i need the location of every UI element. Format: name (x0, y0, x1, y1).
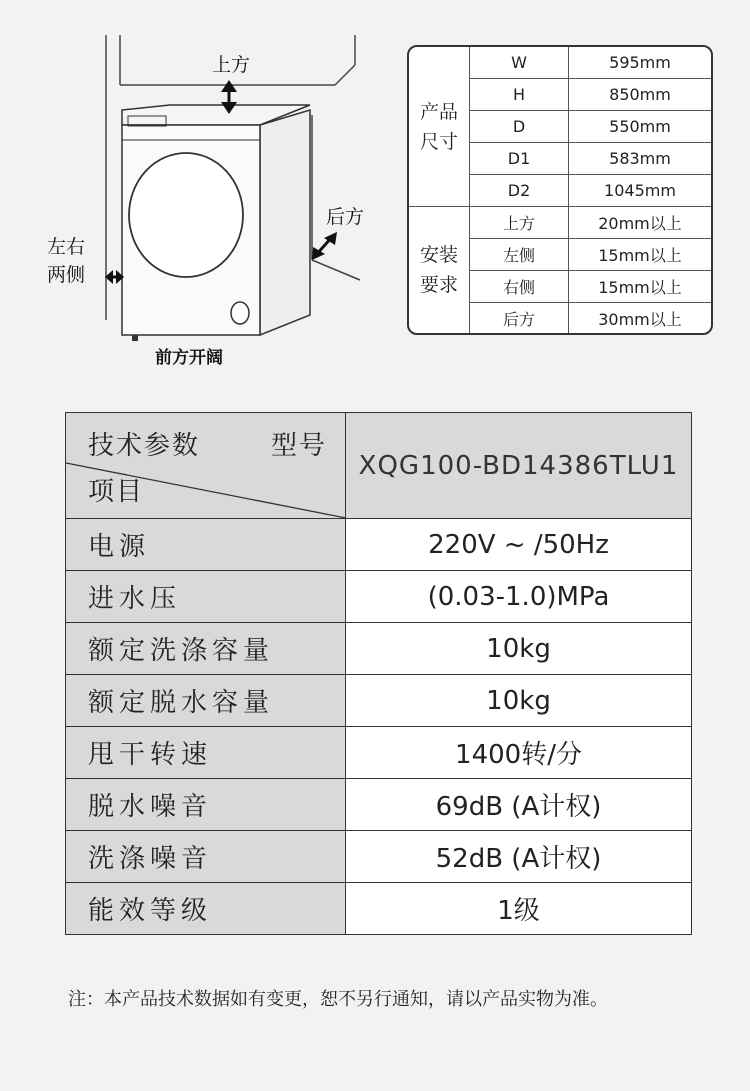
spec-label: 电源 (66, 519, 346, 571)
spec-row (66, 519, 692, 571)
install-group-label: 安装 要求 (409, 207, 470, 335)
dim-value: 550mm (569, 111, 712, 143)
install-value: 15mm以上 (569, 271, 712, 303)
dim-key: W (470, 47, 569, 79)
spec-row (66, 623, 692, 675)
header-item-label: 项目 (88, 477, 145, 507)
size-group-label: 产品 尺寸 (409, 47, 470, 207)
install-value: 20mm以上 (569, 207, 712, 239)
spec-label: 洗涤噪音 (66, 831, 346, 883)
spec-label: 进水压 (66, 571, 346, 623)
spec-row (66, 727, 692, 779)
washer-illustration (0, 0, 400, 380)
spec-label: 脱水噪音 (66, 779, 346, 831)
dim-value: 1045mm (569, 175, 712, 207)
sides-clearance-label-1: 左右 (47, 236, 86, 258)
model-number: XQG100-BD14386TLU1 (346, 413, 692, 519)
dim-value: 850mm (569, 79, 712, 111)
sides-clearance-label-2: 两侧 (47, 264, 86, 286)
spec-label: 甩干转速 (66, 727, 346, 779)
spec-value: 1级 (346, 883, 692, 935)
spec-value: 69dB (A计权) (346, 779, 692, 831)
spec-header-cell (66, 413, 346, 519)
disclaimer-note: 注：本产品技术数据如有变更，恕不另行通知，请以产品实物为准。 (68, 989, 608, 1010)
header-param-label: 技术参数 (88, 431, 201, 461)
dim-key: D (470, 111, 569, 143)
spec-value: 220V ~ /50Hz (346, 519, 692, 571)
dim-value: 583mm (569, 143, 712, 175)
front-clearance-label: 前方开阔 (155, 348, 223, 368)
install-key: 左侧 (470, 239, 569, 271)
dim-key: H (470, 79, 569, 111)
spec-row (66, 571, 692, 623)
dimension-table (407, 45, 713, 335)
spec-value: 52dB (A计权) (346, 831, 692, 883)
dim-value: 595mm (569, 47, 712, 79)
spec-row (66, 675, 692, 727)
spec-value: 10kg (346, 675, 692, 727)
spec-header-row (66, 413, 692, 519)
installation-diagram (0, 0, 400, 380)
dim-key: D1 (470, 143, 569, 175)
spec-value: (0.03-1.0)MPa (346, 571, 692, 623)
install-key: 右侧 (470, 271, 569, 303)
spec-row (66, 883, 692, 935)
spec-label: 额定洗涤容量 (66, 623, 346, 675)
spec-value: 10kg (346, 623, 692, 675)
install-key: 上方 (470, 207, 569, 239)
install-value: 30mm以上 (569, 303, 712, 335)
spec-table (65, 412, 692, 935)
spec-value: 1400转/分 (346, 727, 692, 779)
spec-label: 能效等级 (66, 883, 346, 935)
dim-key: D2 (470, 175, 569, 207)
install-key: 后方 (470, 303, 569, 335)
spec-label: 额定脱水容量 (66, 675, 346, 727)
spec-row (66, 779, 692, 831)
top-clearance-label: 上方 (212, 54, 251, 76)
spec-row (66, 831, 692, 883)
install-value: 15mm以上 (569, 239, 712, 271)
back-clearance-label: 后方 (326, 206, 365, 228)
header-model-label: 型号 (270, 431, 327, 461)
